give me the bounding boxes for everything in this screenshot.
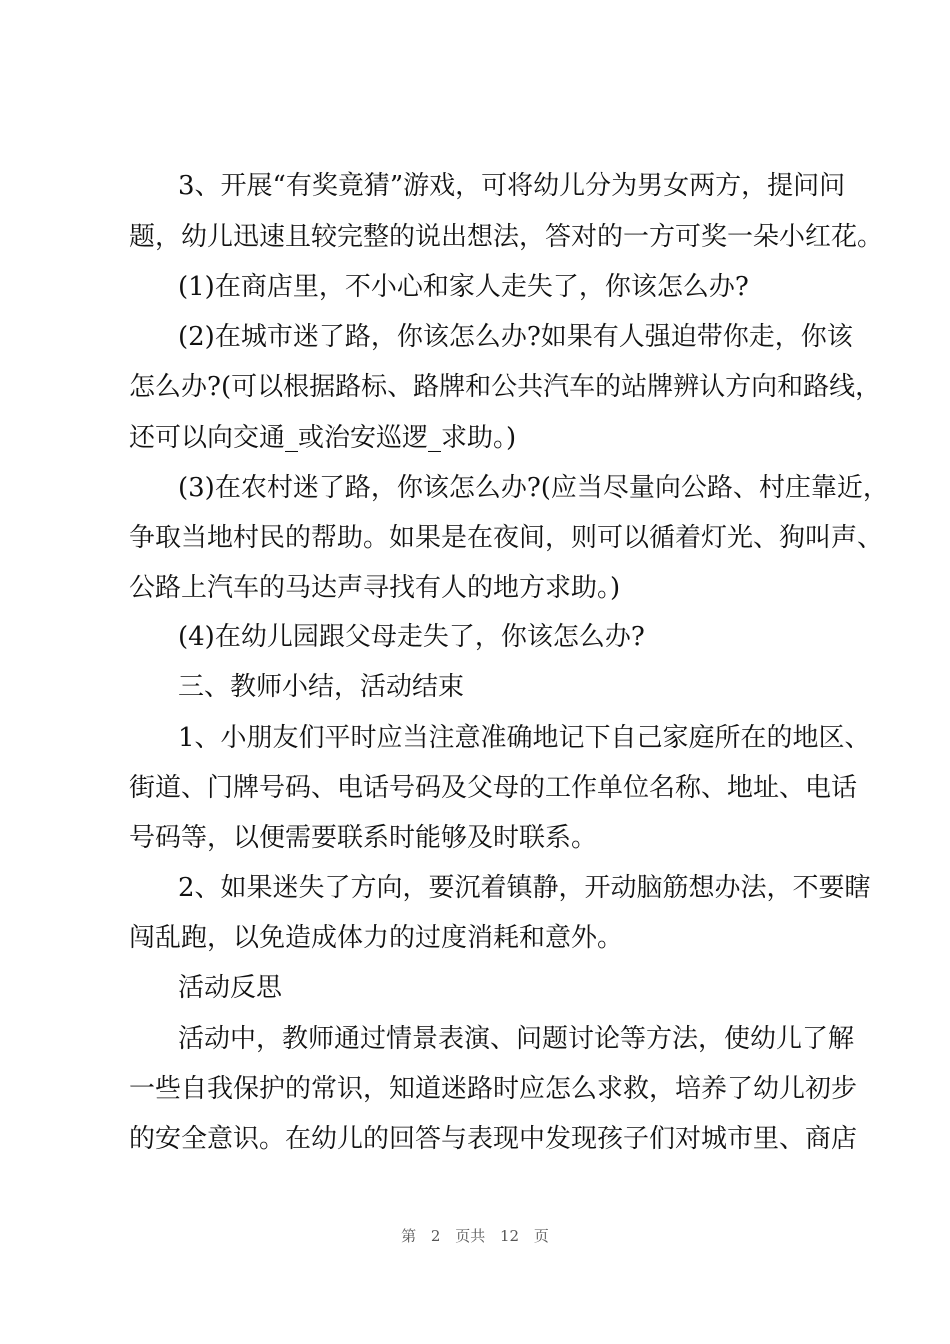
paragraph-line: 2、如果迷失了方向，要沉着镇静，开动脑筋想办法，不要瞎 [178, 873, 871, 903]
paragraph-line: 的安全意识。在幼儿的回答与表现中发现孩子们对城市里、商店 [129, 1124, 858, 1154]
paragraph-line: 还可以向交通_或治安巡逻_求助。) [129, 423, 517, 453]
paragraph-line: 1、小朋友们平时应当注意准确地记下自己家庭所在的地区、 [178, 723, 871, 753]
paragraph-line: (4)在幼儿园跟父母走失了，你该怎么办? [178, 622, 645, 652]
paragraph-line: 公路上汽车的马达声寻找有人的地方求助。) [129, 573, 621, 603]
paragraph-line: 怎么办?(可以根据路标、路牌和公共汽车的站牌辨认方向和路线， [129, 372, 882, 402]
paragraph-line: 号码等，以便需要联系时能够及时联系。 [129, 823, 598, 853]
paragraph-line: (1)在商店里，不小心和家人走失了，你该怎么办? [178, 272, 749, 302]
paragraph-line: 街道、门牌号码、电话号码及父母的工作单位名称、地址、电话 [129, 773, 858, 803]
paragraph-line: 一些自我保护的常识，知道迷路时应怎么求救，培养了幼儿初步 [129, 1074, 858, 1104]
paragraph-line: (3)在农村迷了路，你该怎么办?(应当尽量向公路、村庄靠近， [178, 473, 889, 503]
paragraph-line: 题，幼儿迅速且较完整的说出想法，答对的一方可奖一朵小红花。 [129, 222, 884, 252]
page-footer: 第 2 页共 12 页 [401, 1227, 549, 1245]
paragraph-line: (2)在城市迷了路，你该怎么办?如果有人强迫带你走，你该 [178, 322, 853, 352]
paragraph-line: 闯乱跑，以免造成体力的过度消耗和意外。 [129, 923, 624, 953]
paragraph-line: 活动中，教师通过情景表演、问题讨论等方法，使幼儿了解 [178, 1024, 855, 1054]
paragraph-line: 3、开展“有奖竟猜”游戏，可将幼儿分为男女两方，提问问 [178, 171, 846, 201]
section-heading: 三、教师小结，活动结束 [178, 672, 465, 702]
section-heading: 活动反思 [178, 973, 283, 1003]
paragraph-line: 争取当地村民的帮助。如果是在夜间，则可以循着灯光、狗叫声、 [129, 523, 884, 553]
